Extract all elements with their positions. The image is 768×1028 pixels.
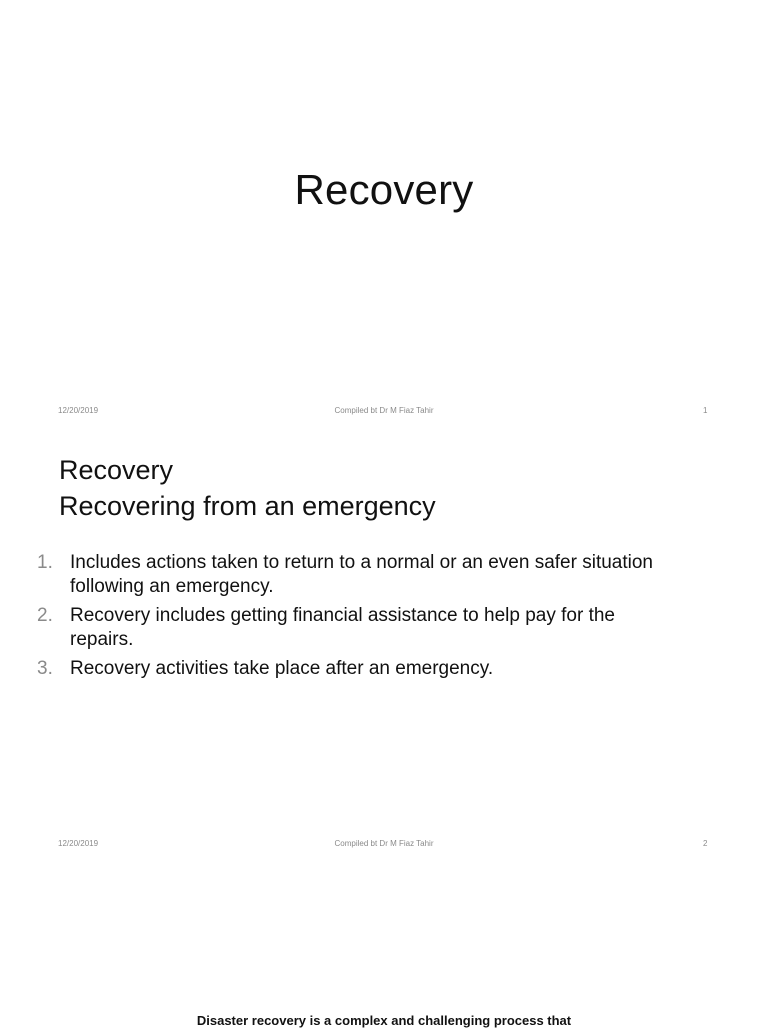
list-item-text: Recovery activities take place after an emergency. xyxy=(70,658,494,679)
list-item-text: Includes actions taken to return to a normal or an even safer situation following an emergency. xyxy=(70,552,653,597)
slide-footer xyxy=(0,839,768,853)
heading-line-1: Recovery xyxy=(59,455,174,485)
footer-author: Compiled bt Dr M Fiaz Tahir xyxy=(334,406,434,415)
footer-author: Compiled bt Dr M Fiaz Tahir xyxy=(334,839,434,848)
slide-3 xyxy=(0,866,768,1028)
list-item xyxy=(0,604,768,652)
slide-2 xyxy=(0,433,768,866)
slide-heading xyxy=(59,452,436,524)
footer-page-number: 1 xyxy=(703,406,708,415)
slide-body-text: Disaster recovery is a complex and challenging process that xyxy=(196,1013,572,1028)
footer-date: 12/20/2019 xyxy=(58,839,99,848)
slide-title: Recovery xyxy=(294,166,474,213)
numbered-list xyxy=(0,551,768,686)
list-item-number: 1. xyxy=(37,552,53,573)
list-item-number: 3. xyxy=(37,658,53,679)
heading-line-2: Recovering from an emergency xyxy=(59,491,436,521)
slide-1 xyxy=(0,0,768,433)
footer-page-number: 2 xyxy=(703,839,708,848)
list-item xyxy=(0,657,768,681)
list-item xyxy=(0,551,768,599)
list-item-text: Recovery includes getting financial assistance to help pay for the repairs. xyxy=(70,605,615,650)
list-item-number: 2. xyxy=(37,605,53,626)
footer-date: 12/20/2019 xyxy=(58,406,99,415)
slide-footer xyxy=(0,406,768,420)
